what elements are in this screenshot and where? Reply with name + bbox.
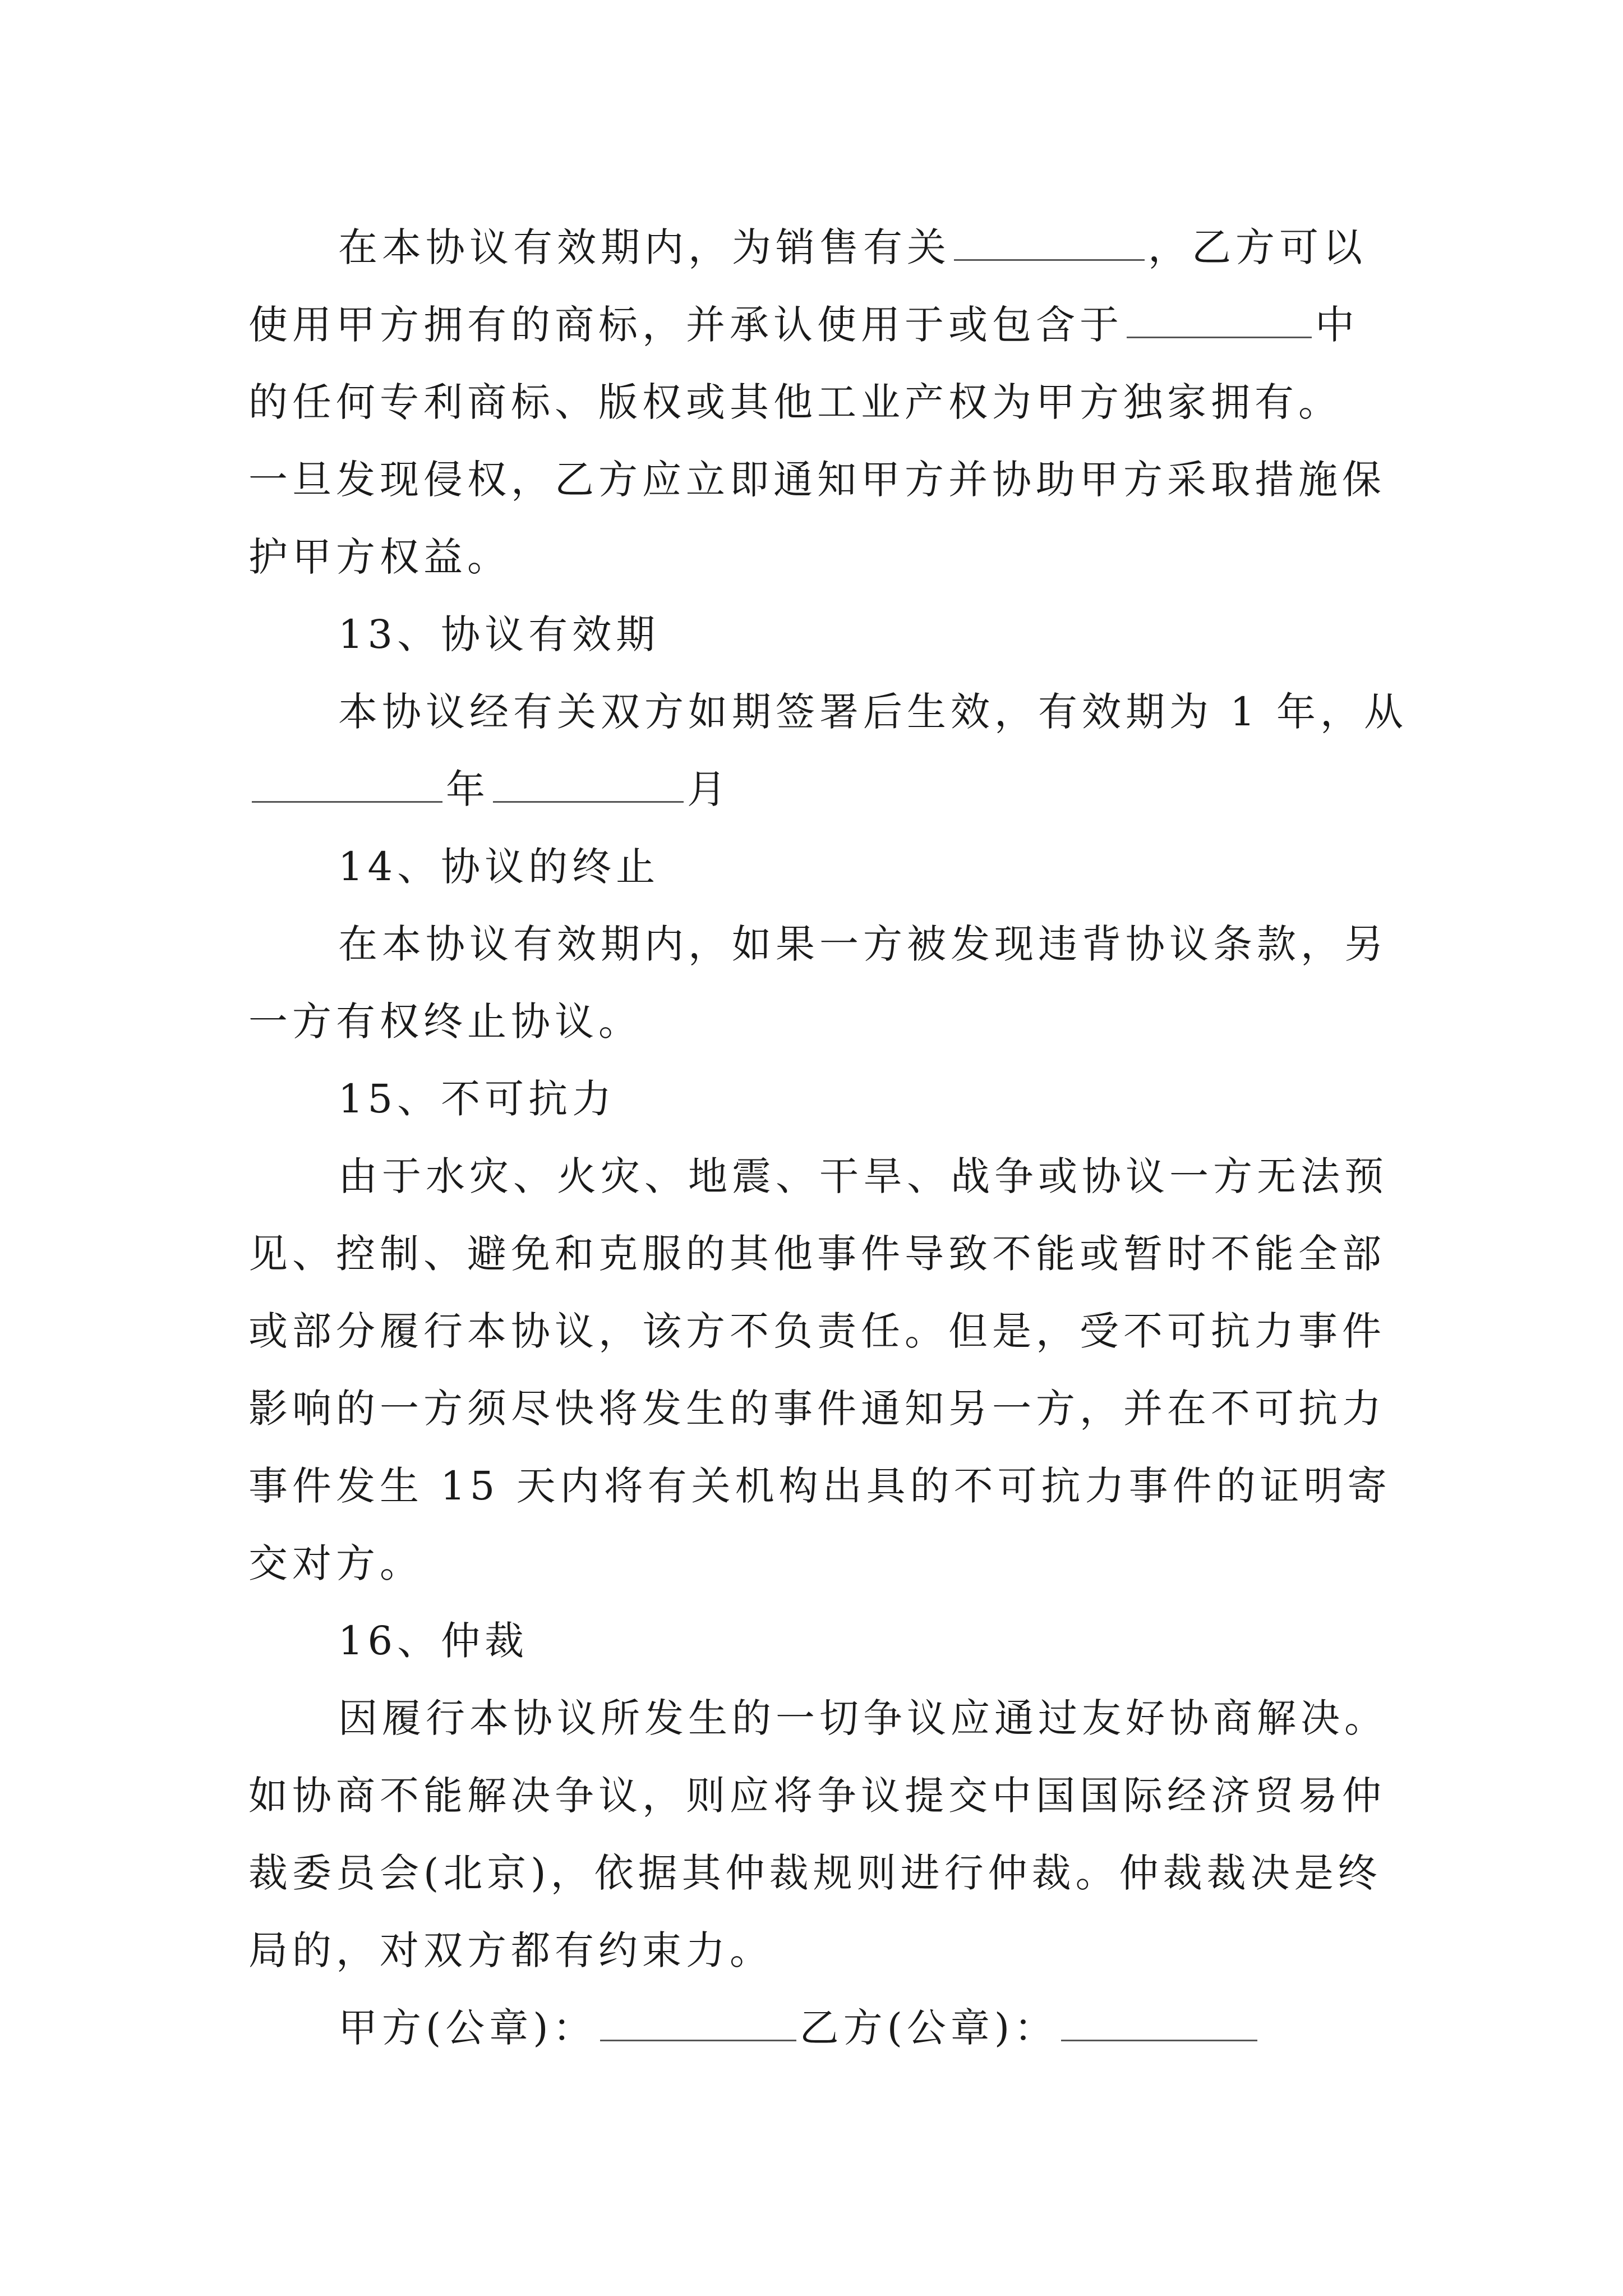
text-segment: 中 [1315,302,1359,348]
paragraph-line: 的任何专利商标、版权或其他工业产权为甲方独家拥有。 [248,379,1342,425]
section-heading: 14、协议的终止 [338,844,660,890]
party-b-seal-blank [1061,2010,1257,2041]
blank-field [954,230,1145,261]
paragraph-line: 一方有权终止协议。 [248,999,642,1045]
document-body [248,209,1408,2067]
paragraph-line: 交对方。 [248,1540,423,1586]
paragraph-line: 如协商不能解决争议，则应将争议提交中国国际经济贸易仲 [248,1773,1386,1819]
paragraph-line: 在本协议有效期内，如果一方被发现违背协议条款，另 [338,921,1388,967]
year-blank-field [252,772,442,803]
year-label: 年 [446,766,490,812]
section-heading: 15、不可抗力 [338,1076,616,1122]
paragraph-line [248,286,1393,364]
paragraph-line: 护甲方权益。 [248,534,511,580]
month-blank-field [493,772,684,803]
signature-line [248,1989,1393,2067]
month-label: 月 [687,766,731,812]
paragraph-line: 裁委员会(北京)，依据其仲裁规则进行仲裁。仲裁裁决是终 [248,1850,1382,1896]
party-b-seal-label: 乙方(公章)： [799,2005,1058,2051]
text-segment: 使用甲方拥有的商标，并承认使用于或包含于 [248,302,1123,348]
section-heading: 16、仲裁 [338,1618,529,1664]
date-line [248,751,1393,828]
blank-field [1127,307,1312,338]
paragraph-line: 由于水灾、火灾、地震、干旱、战争或协议一方无法预 [338,1153,1388,1199]
paragraph-line: 一旦发现侵权，乙方应立即通知甲方并协助甲方采取措施保 [248,457,1386,503]
paragraph-line: 本协议经有关双方如期签署后生效，有效期为 1 年，从 [338,689,1408,735]
party-a-seal-blank [600,2010,796,2041]
paragraph-line: 见、控制、避免和克服的其他事件导致不能或暂时不能全部 [248,1231,1386,1277]
paragraph-line: 事件发生 15 天内将有关机构出具的不可抗力事件的证明寄 [248,1463,1391,1509]
section-heading: 13、协议有效期 [338,611,660,657]
text-segment: ，乙方可以 [1148,224,1367,270]
paragraph-line: 或部分履行本协议，该方不负责任。但是，受不可抗力事件 [248,1308,1386,1354]
text-segment: 在本协议有效期内，为销售有关 [338,224,951,270]
party-a-seal-label: 甲方(公章)： [338,2005,597,2051]
paragraph-line: 局的，对双方都有约束力。 [248,1927,773,1973]
paragraph-line [248,209,1393,286]
paragraph-line: 影响的一方须尽快将发生的事件通知另一方，并在不可抗力 [248,1386,1386,1432]
paragraph-line: 因履行本协议所发生的一切争议应通过友好协商解决。 [338,1695,1388,1741]
